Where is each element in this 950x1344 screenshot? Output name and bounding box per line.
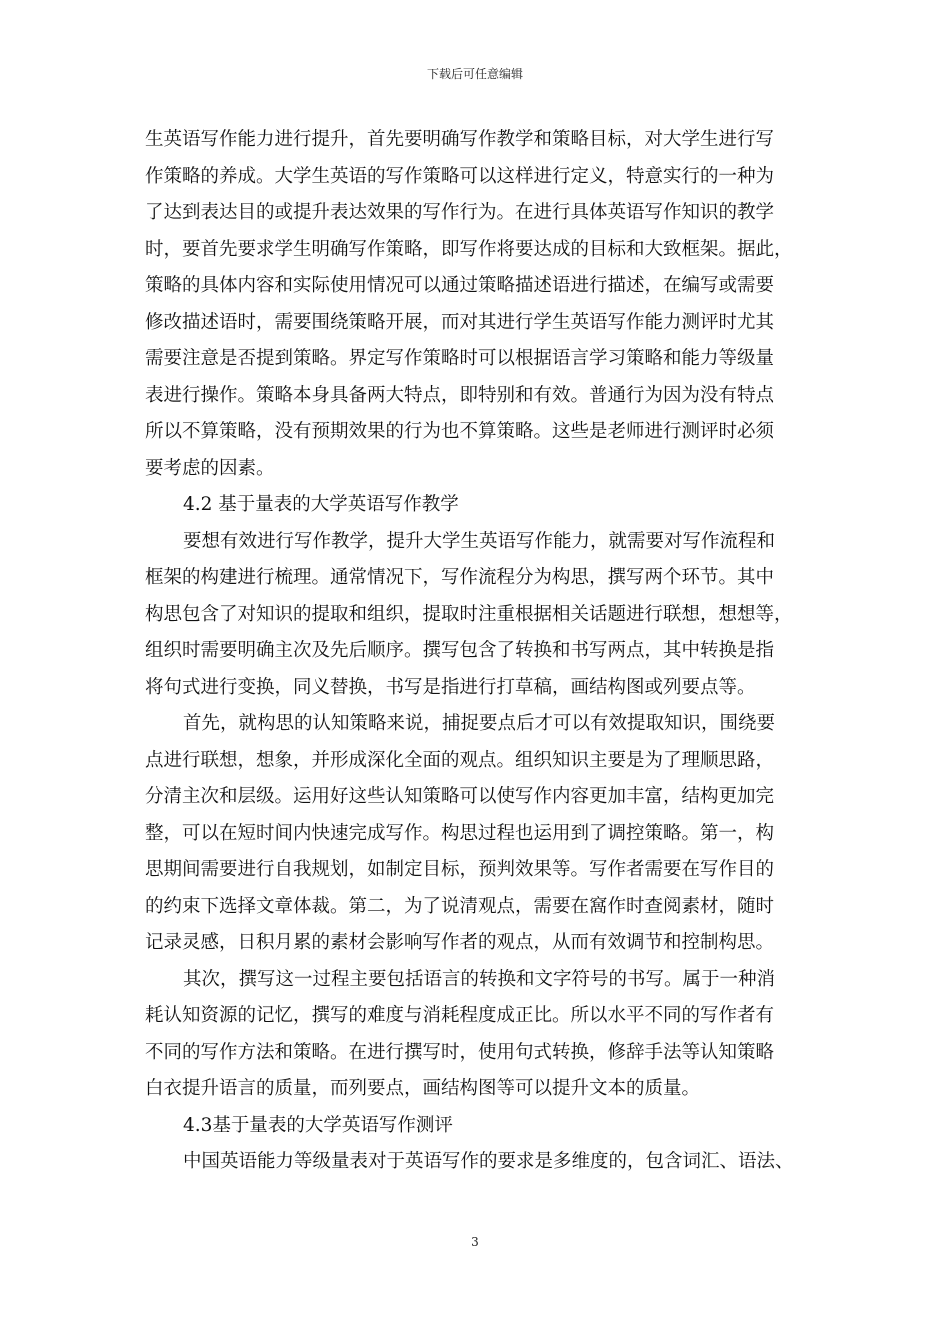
text-line: 分清主次和层级。运用好这些认知策略可以使写作内容更加丰富，结构更加完 (145, 786, 775, 807)
text-line: 不同的写作方法和策略。在进行撰写时，使用句式转换，修辞手法等认知策略 (145, 1041, 775, 1063)
body-text (145, 122, 809, 1181)
text-line: 时，要首先要求学生明确写作策略，即写作将要达成的目标和大致框架。据此， (145, 238, 793, 260)
text-line: 首先，就构思的认知策略来说，捕捉要点后才可以有效提取知识，围绕要 (183, 713, 776, 734)
text-line: 需要注意是否提到策略。界定写作策略时可以根据语言学习策略和能力等级量 (145, 348, 775, 369)
text-line: 点进行联想，想象，并形成深化全面的观点。组织知识主要是为了理顺思路， (145, 749, 775, 771)
text-line: 了达到表达目的或提升表达效果的写作行为。在进行具体英语写作知识的教学 (145, 202, 775, 223)
text-line: 中国英语能力等级量表对于英语写作的要求是多维度的，包含词汇、语法、 (183, 1151, 794, 1172)
text-line: 作策略的养成。大学生英语的写作策略可以这样进行定义，特意实行的一种为 (145, 165, 775, 187)
text-line: 策略的具体内容和实际使用情况可以通过策略描述语进行描述，在编写或需要 (145, 275, 775, 296)
text-line: 其次，撰写这一过程主要包括语言的转换和文字符号的书写。属于一种消 (183, 968, 776, 990)
text-line: 4.3基于量表的大学英语写作测评 (183, 1114, 453, 1136)
text-line: 生英语写作能力进行提升，首先要明确写作教学和策略目标，对大学生进行写 (145, 129, 775, 150)
text-line: 记录灵感，日积月累的素材会影响写作者的观点，从而有效调节和控制构思。 (145, 932, 775, 953)
text-line: 所以不算策略，没有预期效果的行为也不算策略。这些是老师进行测评时必须 (145, 421, 775, 442)
text-line: 耗认知资源的记忆，撰写的难度与消耗程度成正比。所以水平不同的写作者有 (145, 1005, 775, 1026)
text-line: 要想有效进行写作教学，提升大学生英语写作能力，就需要对写作流程和 (183, 530, 776, 552)
text-line: 框架的构建进行梳理。通常情况下，写作流程分为构思，撰写两个环节。其中 (145, 567, 775, 588)
text-line: 表进行操作。策略本身具备两大特点，即特别和有效。普通行为因为没有特点 (145, 384, 775, 406)
page-header: 下载后可任意编辑 (426, 67, 523, 81)
text-line: 要考虑的因素。 (145, 457, 275, 479)
text-line: 组织时需要明确主次及先后顺序。撰写包含了转换和书写两点，其中转换是指 (145, 640, 775, 661)
text-line: 的约束下选择文章体裁。第二，为了说清观点，需要在窩作时查阅素材，随时 (145, 895, 775, 917)
text-line: 4.2 基于量表的大学英语写作教学 (183, 494, 459, 515)
text-line: 思期间需要进行自我规划，如制定目标，预判效果等。写作者需要在写作目的 (145, 859, 775, 880)
text-line: 构思包含了对知识的提取和组织，提取时注重根据相关话题进行联想，想想等， (145, 603, 793, 625)
text-line: 整，可以在短时间内快速完成写作。构思过程也运用到了调控策略。第一，构 (145, 822, 775, 844)
text-line: 白衣提升语言的质量，而列要点，画结构图等可以提升文本的质量。 (145, 1078, 701, 1099)
text-line: 将句式进行变换，同义替换，书写是指进行打草稿，画结构图或列要点等。 (145, 676, 756, 698)
text-line: 修改描述语时，需要围绕策略开展，而对其进行学生英语写作能力测评时尤其 (145, 311, 775, 333)
page-number: 3 (471, 1235, 479, 1249)
